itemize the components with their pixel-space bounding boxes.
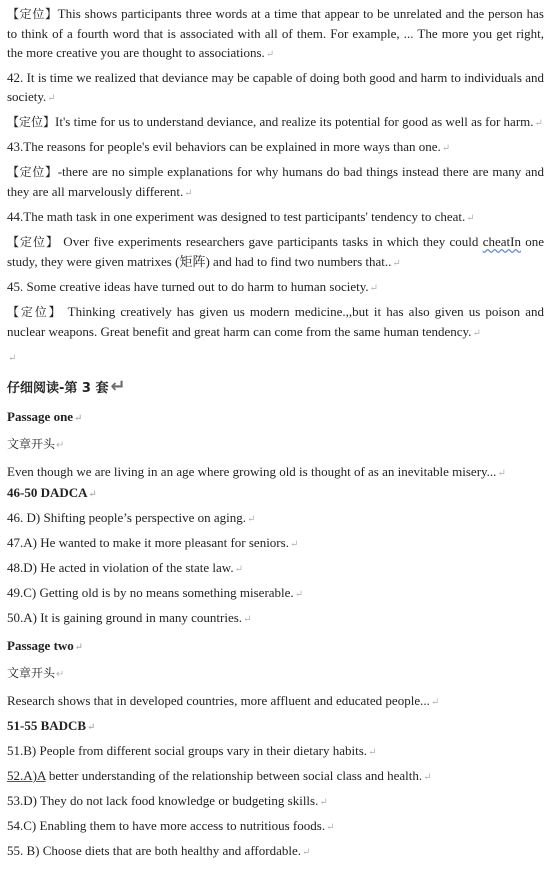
answer-47: 47.A) He wanted to make it more pleasant for seniors. ↵: [7, 533, 544, 554]
q44-locate-text-a: Over five experiments researchers gave participants tasks in which they could: [59, 234, 483, 249]
answer-51: 51.B) People from different social groups vary in their dietary habits. ↵: [7, 741, 544, 762]
answer-55: 55. B) Choose diets that are both healthy and affordable. ↵: [7, 841, 544, 862]
passage-two-start-label: 文章开头 ↵: [7, 664, 544, 684]
answer-52-underlined: 52.A)A: [7, 768, 46, 783]
q44-statement: 44.The math task in one experiment was designed to test participants' tendency to cheat. ↵: [7, 207, 544, 228]
answer-48: 48.D) He acted in violation of the state law. ↵: [7, 558, 544, 579]
answer-54: 54.C) Enabling them to have more access to nutritious foods. ↵: [7, 816, 544, 837]
empty-paragraph: [7, 347, 544, 366]
locate-tag: 【定位】: [7, 305, 63, 319]
passage-one-title: Passage one ↵: [7, 407, 544, 428]
q43-locate-text: -there are no simple explanations for why humans do bad things instead there are many and they are all marvelously different.: [7, 164, 544, 199]
q44-locate-spellcheck-word: cheatIn: [482, 234, 521, 249]
passage-one-start-label: 文章开头 ↵: [7, 435, 544, 455]
passage-one-start: Even though we are living in an age where growing old is thought of as an inevitable misery... ↵: [7, 462, 544, 483]
q41-locate-text: This shows participants three words at a time that appear to be unrelated and the person has to think of a fourth word that is associated with all of them. For example, ... The more you get right, the more creative you are thought to associations.: [7, 6, 544, 60]
answer-50: 50.A) It is gaining ground in many countries. ↵: [7, 608, 544, 629]
locate-tag: 【定位】: [7, 115, 56, 129]
q42-statement: 42. It is time we realized that deviance may be capable of doing both good and harm to individuals and society. ↵: [7, 68, 544, 108]
answer-49: 49.C) Getting old is by no means something miserable. ↵: [7, 583, 544, 604]
locate-tag: 【定位】: [7, 235, 60, 249]
answer-52-rest: better understanding of the relationship between social class and health.: [45, 768, 423, 783]
locate-tag: 【定位】: [7, 165, 58, 179]
answer-53: 53.D) They do not lack food knowledge or budgeting skills. ↵: [7, 791, 544, 812]
locate-tag: 【定位】: [7, 7, 58, 21]
passage-two-start: Research shows that in developed countries, more affluent and educated people... ↵: [7, 691, 544, 712]
q41-locate-paragraph: [7, 4, 544, 64]
q45-locate-text: Thinking creatively has given us modern medicine.,,but it has also given us poison and nuclear weapons. Great benefit and great harm can come from the same human tendency.: [7, 304, 544, 339]
passage-one-answer-key: 46-50 DADCA ↵: [7, 483, 544, 504]
q45-statement: 45. Some creative ideas have turned out to do harm to human society. ↵: [7, 277, 544, 298]
q45-locate-paragraph: [7, 302, 544, 343]
q43-statement: 43.The reasons for people's evil behaviors can be explained in more ways than one. ↵: [7, 137, 544, 158]
q44-locate-text-b: one study, they were given matrixes (矩阵) and had to find two numbers that..: [7, 234, 544, 269]
passage-two-answer-key: 51-55 BADCB ↵: [7, 716, 544, 737]
q42-locate-text: It's time for us to understand deviance, and realize its potential for good as well as for harm.: [55, 114, 534, 129]
q44-locate-paragraph: [7, 232, 544, 273]
q43-locate-paragraph: [7, 162, 544, 203]
answer-52: [7, 766, 544, 787]
answer-46: 46. D) Shifting people’s perspective on aging. ↵: [7, 508, 544, 529]
q42-locate-paragraph: [7, 112, 544, 133]
set-title: 仔细阅读-第 3 套 ↵: [7, 376, 544, 400]
passage-two-title: Passage two ↵: [7, 636, 544, 657]
